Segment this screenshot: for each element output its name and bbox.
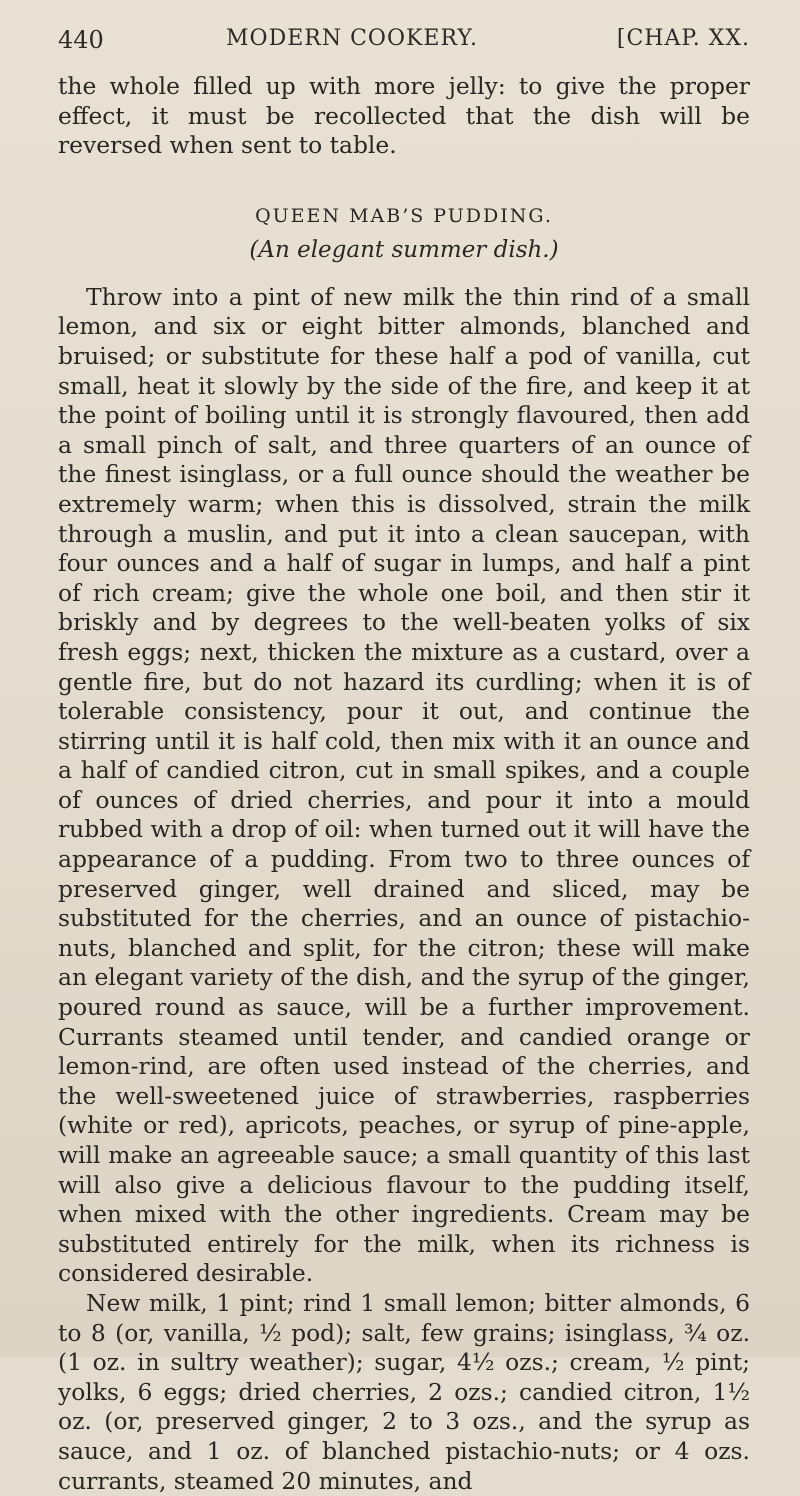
recipe-method: Throw into a pint of new milk the thin rind of a small lemon, and six or eight bitter almonds, blanched and bruised; or substitute for these half a pod of vanilla, cut small, heat it slowly by the side of the fire, and keep it at the point of boiling until it is strongly flavoured, then add a small pinch of salt, and three quarters of an ounce of the finest isinglass, or a full ounce should the weather be extremely warm; when this is dissolved, strain the milk through a muslin, and put it into a clean saucepan, with four ounces and a half of sugar in lumps, and half a pint of rich cream; give the whole one boil, and then stir it briskly and by degrees to the well-beaten yolks of six fresh eggs; next, thicken the mixture as a custard, over a gentle fire, but do not hazard its curdling; when it is of tolerable consistency, pour it out, and continue the stirring until it is half cold, then mix with it an ounce and a half of candied citron, cut in small spikes, and a couple of ounces of dried cherries, and pour it into a mould rubbed with a drop of oil: when turned out it will have the appearance of a pudding. From two to three ounces of preserved ginger, well drained and sliced, may be substituted for the cherries, and an ounce of pistachio-nuts, blanched and split, for the citron; these will make an elegant variety of the dish, and the syrup of the ginger, poured round as sauce, will be a further improvement. Currants steamed until tender, and candied orange or lemon-rind, are often used instead of the cherries, and the well-sweetened juice of strawberries, raspberries (white or red), apricots, peaches, or syrup of pine-apple, will make an agreeable sauce; a small quantity of this last will also give a delicious flavour to the pudding itself, when mixed with the other ingredients. Cream may be substituted entirely for the milk, when its richness is considered desirable. <box>58 282 750 1288</box>
book-title: MODERN COOKERY. <box>226 26 479 51</box>
page-number: 440 <box>58 26 104 54</box>
recipe-ingredients: New milk, 1 pint; rind 1 small lemon; bitter almonds, 6 to 8 (or, vanilla, ½ pod); salt, few grains; isinglass, ¾ oz. (1 oz. in sultry weather); sugar, 4½ ozs.; cream, ½ pint; yolks, 6 eggs; dried cherries, 2 ozs.; candied citron, 1½ oz. (or, preserved ginger, 2 to 3 ozs., and the syrup as sauce, and 1 oz. of blanched pistachio-nuts; or 4 ozs. currants, steamed 20 minutes, and <box>58 1288 750 1495</box>
recipe-title: QUEEN MAB’S PUDDING. <box>255 204 553 227</box>
running-head <box>58 26 750 54</box>
opening-paragraph: the whole filled up with more jelly: to give the proper effect, it must be recollected that the dish will be reversed when sent to table. <box>58 72 750 160</box>
recipe-subtitle: (An elegant summer dish.) <box>249 236 559 263</box>
chapter-label: [CHAP. XX. <box>616 26 750 51</box>
